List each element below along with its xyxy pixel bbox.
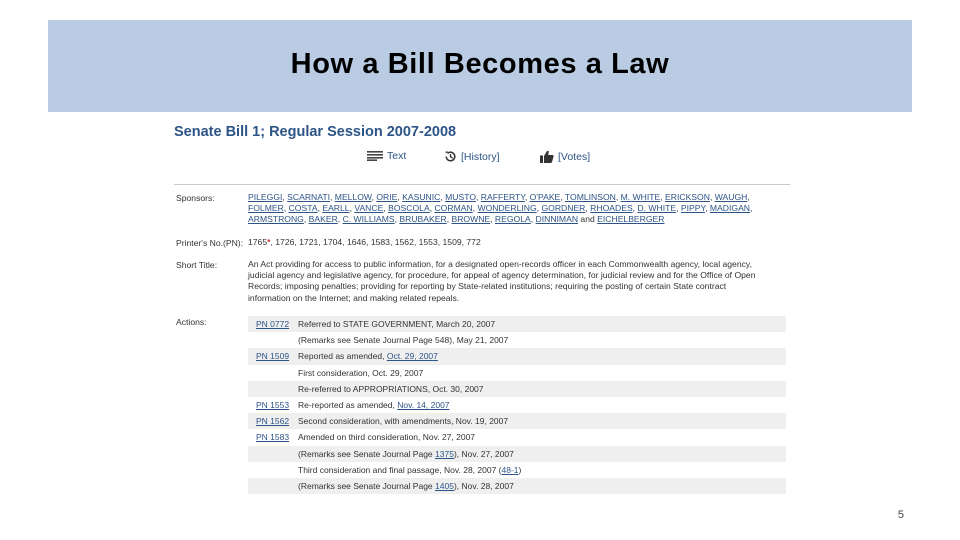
sponsor-link[interactable]: GORDNER (541, 203, 586, 214)
sponsor-link[interactable]: EARLL (322, 203, 350, 214)
sponsor-link[interactable]: REGOLA (494, 214, 531, 225)
action-row (248, 348, 786, 364)
action-description (298, 319, 495, 329)
thumbs-up-icon (540, 150, 554, 163)
sponsor-link[interactable]: TOMLINSON (564, 192, 616, 202)
action-suffix: ), Nov. 27, 2007 (453, 448, 514, 459)
sponsor-link[interactable]: BRUBAKER (399, 214, 447, 225)
action-description (298, 384, 484, 394)
sponsor-link[interactable]: C. WILLIAMS (342, 214, 395, 225)
tab-votes-label: [Votes] (558, 150, 591, 163)
sponsor-link[interactable]: D. WHITE (637, 203, 677, 214)
action-description (298, 335, 508, 345)
sponsor-link[interactable]: KASUNIC (402, 192, 441, 202)
sponsor-link[interactable]: CORMAN (434, 203, 473, 214)
sponsor-link[interactable]: RAFFERTY (480, 192, 525, 202)
sponsor-link[interactable]: WONDERLING (477, 203, 537, 214)
sponsor-link[interactable]: FOLMER (248, 203, 284, 214)
printers-first[interactable]: 1765 (248, 237, 268, 247)
action-pn-link[interactable]: PN 1562 (256, 416, 290, 427)
printers-label: Printer's No.(PN): (176, 238, 244, 248)
action-row (248, 397, 786, 413)
action-text: Reported as amended, (298, 351, 387, 362)
short-title-text: An Act providing for access to public information, for a designated open-records officer in each Commonwealth agency, local agency, judicial agency and legislative agency, for procedure, for appeal of agency determination, for judicial review and for the Office of Open Records; imposing penalties; providing for reporting by State-related institutions; requiring the posting of certain State contract information on the Internet; and making related repeals. (248, 259, 756, 303)
printers-list (248, 237, 768, 248)
actions-label: Actions: (176, 317, 207, 327)
action-row (248, 429, 786, 445)
action-row (248, 446, 786, 462)
sponsor-link[interactable]: PILEGGI (248, 192, 283, 202)
action-text: (Remarks see Senate Journal Page (298, 448, 436, 459)
sponsor-link[interactable]: COSTA (288, 203, 318, 214)
tab-votes[interactable] (540, 150, 590, 163)
action-text: (Remarks see Senate Journal Page 548), May 21, 2007 (298, 335, 509, 346)
action-row (248, 381, 786, 397)
star-icon: * (267, 237, 271, 247)
sponsor-link[interactable]: RHOADES (590, 203, 633, 214)
tab-history-label: [History] (461, 150, 500, 163)
action-suffix: ) (518, 464, 522, 475)
actions-table (248, 316, 786, 494)
action-description (298, 368, 423, 378)
sponsor-link[interactable]: ORIE (376, 192, 398, 202)
action-pn-link[interactable]: PN 1509 (256, 351, 290, 362)
sponsor-link[interactable]: O'PAKE (529, 192, 561, 202)
action-row (248, 316, 786, 332)
action-text: (Remarks see Senate Journal Page (298, 480, 436, 491)
action-text: Second consideration, with amendments, Nov. 19, 2007 (298, 416, 509, 427)
sponsor-link[interactable]: SCARNATI (287, 192, 330, 202)
action-description (298, 481, 514, 491)
sponsor-link[interactable]: ARMSTRONG (248, 214, 304, 225)
action-link[interactable]: 1375 (435, 448, 454, 459)
sponsor-link[interactable]: MADIGAN (709, 203, 751, 214)
sponsor-link[interactable]: EICHELBERGER (597, 214, 665, 225)
action-description (298, 465, 521, 475)
action-row (248, 332, 786, 348)
text-lines-icon (367, 151, 383, 161)
sponsors-conjunction: and (580, 214, 595, 225)
sponsors-label: Sponsors: (176, 193, 215, 203)
action-row (248, 365, 786, 381)
tab-text-label: Text (387, 150, 407, 162)
tab-text[interactable] (367, 150, 406, 162)
action-text: Third consideration and final passage, Nov. 28, 2007 ( (298, 464, 502, 475)
sponsor-link[interactable]: BAKER (308, 214, 338, 225)
action-text: Re-reported as amended, (298, 399, 398, 410)
printers-rest: , 1726, 1721, 1704, 1646, 1583, 1562, 1553, 1509, 772 (270, 237, 481, 247)
sponsors-list: PILEGGI, SCARNATI, MELLOW, ORIE, KASUNIC, MUSTO, RAFFERTY, O'PAKE, TOMLINSON, M. WHITE, ERICKSON, WAUGH, FOLMER, COSTA, EARLL, VANCE, BOSCOLA, CORMAN, WONDERLING, GORDNER, RHOADES, D. WHITE, PIPPY, MADIGAN, ARMSTRONG, BAKER, C. WILLIAMS, BRUBAKER, BROWNE, REGOLA, DINNIMAN and EICHELBERGER (248, 192, 753, 225)
action-pn-link[interactable]: PN 1583 (256, 432, 290, 443)
page-number: 5 (897, 509, 904, 521)
action-row (248, 462, 786, 478)
bill-tabs (172, 150, 792, 168)
sponsor-link[interactable]: DINNIMAN (535, 214, 579, 225)
sponsor-link[interactable]: BOSCOLA (388, 203, 430, 214)
action-description (298, 449, 514, 459)
sponsor-link[interactable]: WAUGH (714, 192, 748, 202)
action-link[interactable]: 1405 (435, 480, 454, 491)
action-row (248, 478, 786, 494)
action-link[interactable]: Nov. 14, 2007 (397, 399, 450, 410)
action-text: Referred to STATE GOVERNMENT, March 20, 2007 (298, 319, 496, 329)
divider (174, 184, 790, 185)
action-suffix: ), Nov. 28, 2007 (453, 480, 514, 491)
history-icon (444, 150, 457, 163)
sponsor-link[interactable]: M. WHITE (620, 192, 661, 202)
slide-title: How a Bill Becomes a Law (290, 48, 670, 80)
action-description (298, 400, 450, 410)
sponsor-link[interactable]: MELLOW (334, 192, 372, 202)
sponsor-link[interactable]: MUSTO (445, 192, 477, 202)
action-text: Amended on third consideration, Nov. 27, 2007 (298, 432, 476, 443)
action-pn-link[interactable]: PN 0772 (256, 319, 290, 329)
bill-screenshot (172, 120, 792, 498)
action-row (248, 413, 786, 429)
action-text: Re-referred to APPROPRIATIONS, Oct. 30, 2007 (298, 383, 484, 394)
sponsor-link[interactable]: VANCE (354, 203, 384, 214)
action-link[interactable]: Oct. 29, 2007 (386, 351, 438, 362)
sponsor-link[interactable]: PIPPY (680, 203, 706, 214)
sponsor-link[interactable]: ERICKSON (665, 192, 710, 202)
action-description (298, 432, 475, 442)
action-link[interactable]: 48-1 (501, 464, 519, 475)
action-text: First consideration, Oct. 29, 2007 (298, 367, 424, 378)
action-pn-link[interactable]: PN 1553 (256, 399, 290, 410)
tab-history[interactable] (444, 150, 500, 163)
action-description (298, 351, 438, 361)
bill-title: Senate Bill 1; Regular Session 2007-2008 (174, 124, 457, 140)
sponsor-link[interactable]: BROWNE (451, 214, 491, 225)
action-description (298, 416, 508, 426)
short-title-label: Short Title: (176, 260, 218, 270)
